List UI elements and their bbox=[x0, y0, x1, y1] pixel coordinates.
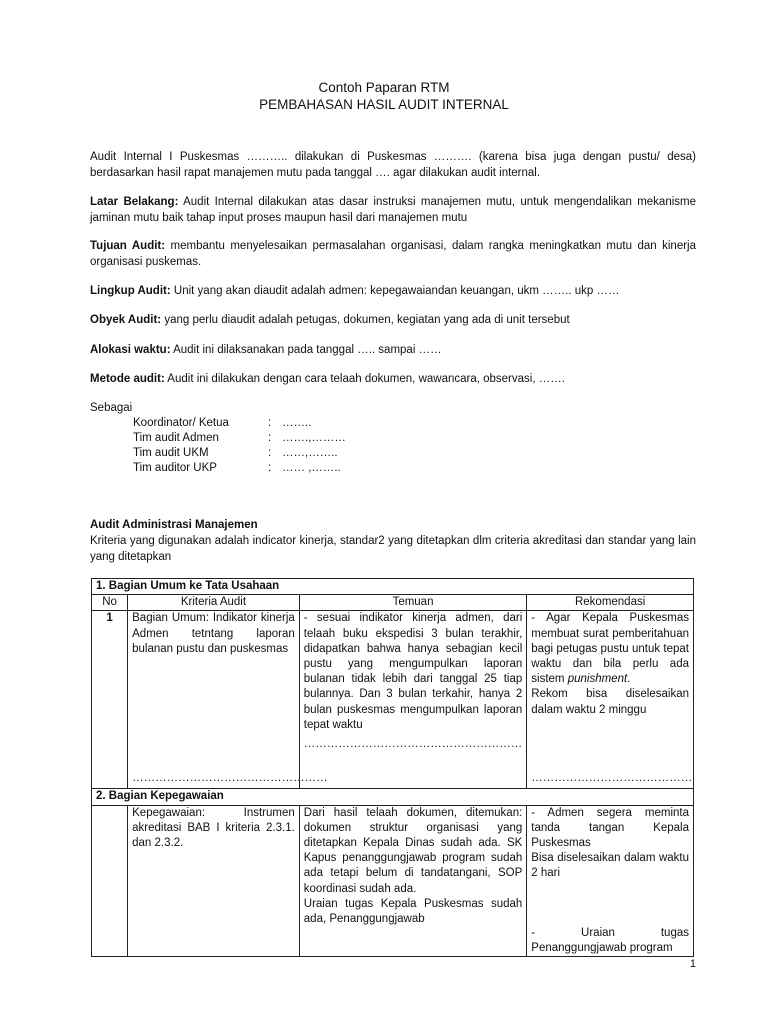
lingkup-text: Unit yang akan diaudit adalah admen: kepegawaiandan keuangan, ukm …….. ukp …… bbox=[170, 285, 620, 297]
section-1-title: 1. Bagian Umum ke Tata Usahaan bbox=[92, 579, 694, 595]
latar-text: Audit Internal dilakukan atas dasar instruksi manajemen mutu, untuk mengendalikan mekanisme jaminan mutu baik tahap input proses maupun hasil dari manajemen mutu bbox=[90, 196, 696, 224]
team-list bbox=[133, 416, 346, 476]
title-line-1: Contoh Paparan RTM bbox=[318, 80, 450, 95]
team-value: …….. bbox=[282, 417, 312, 429]
obyek-text: yang perlu diaudit adalah petugas, dokumen, kegiatan yang ada di unit tersebut bbox=[161, 314, 570, 326]
row1-rekom-a bbox=[531, 611, 689, 687]
lingkup-label: Lingkup Audit: bbox=[90, 285, 171, 297]
team-row bbox=[133, 431, 346, 446]
obyek-label: Obyek Audit: bbox=[90, 314, 162, 326]
row1-temuan: - sesuai indikator kinerja admen, dari telaah buku ekspedisi 3 bulan terakhir, didapatkan bahwa hanya sebagian kecil pustu yang mengumpulkan laporan bulanan tidak lebih dari tanggal 25 tiap bulannya. Dan 3 bulan terkahir, hanya 2 bulan puskesmas mengumpulkan laporan tepat waktu bbox=[303, 612, 523, 731]
row1-kriteria-cell bbox=[128, 611, 328, 789]
row2-temuan-cell bbox=[299, 805, 527, 956]
row2-rekom-c: - Uraian tugas Penanggungjawab program bbox=[531, 926, 689, 954]
row1-no: 1 bbox=[92, 611, 128, 789]
row2-rekom-b: Bisa diselesaikan dalam waktu 2 hari bbox=[531, 852, 689, 880]
team-colon: : bbox=[268, 417, 272, 429]
header-rekomendasi: Rekomendasi bbox=[527, 595, 694, 611]
intro-paragraph: Audit Internal I Puskesmas ……….. dilakukan di Puskesmas ………. (karena bisa juga dengan pustu/ desa) berdasarkan hasil rapat manajemen mutu pada tanggal …. agar dilakukan audit internal. bbox=[90, 151, 696, 179]
row2-no bbox=[92, 805, 128, 956]
admin-heading: Audit Administrasi Manajemen bbox=[90, 519, 258, 531]
table-row bbox=[92, 611, 694, 789]
team-role: Tim auditor UKP bbox=[133, 462, 217, 474]
lingkup-paragraph bbox=[90, 284, 696, 300]
table-header-row bbox=[92, 595, 694, 611]
row1-rekom-a-text: - Agar Kepala Puskesmas membuat surat pemberitahuan bagi petugas pustu untuk tepat waktu dan bila perlu ada sistem bbox=[531, 612, 689, 686]
sebagai-label: Sebagai bbox=[90, 402, 133, 414]
header-temuan: Temuan bbox=[299, 595, 527, 611]
audit-table bbox=[91, 578, 694, 957]
row1-rekom-a-end: . bbox=[627, 673, 631, 686]
row2-kriteria: Kepegawaian: Instrumen akreditasi BAB I kriteria 2.3.1. dan 2.3.2. bbox=[132, 806, 295, 850]
team-role: Tim audit Admen bbox=[133, 432, 219, 444]
row2-rekom-a: - Admen segera meminta tanda tangan Kepala Puskesmas bbox=[531, 806, 689, 850]
section-2-title: 2. Bagian Kepegawaian bbox=[92, 789, 694, 805]
obyek-paragraph bbox=[90, 313, 696, 329]
team-role: Koordinator/ Ketua bbox=[133, 417, 229, 429]
table-row bbox=[92, 805, 694, 956]
row2-rekomendasi-cell bbox=[527, 805, 694, 956]
team-value: …….,……… bbox=[282, 432, 346, 444]
team-value: ……,…….. bbox=[282, 447, 338, 459]
metode-paragraph bbox=[90, 372, 696, 388]
team-row bbox=[133, 446, 346, 461]
row1-temuan-dots: ………………………………………………… bbox=[303, 738, 523, 751]
latar-label: Latar Belakang: bbox=[90, 196, 179, 208]
alokasi-paragraph bbox=[90, 343, 696, 359]
header-kriteria: Kriteria Audit bbox=[128, 595, 300, 611]
team-row bbox=[133, 416, 346, 431]
tujuan-paragraph bbox=[90, 239, 696, 270]
alokasi-label: Alokasi waktu: bbox=[90, 344, 171, 356]
latar-belakang-paragraph bbox=[90, 195, 696, 226]
row1-rekom-dots: …………………………………… bbox=[531, 772, 693, 785]
tujuan-text: membantu menyelesaikan permasalahan organisasi, dalam rangka meningkatkan mutu dan kinerja organisasi puskemas. bbox=[90, 240, 696, 268]
row1-rekomendasi-cell bbox=[527, 611, 694, 789]
row1-rekom-a-italic: punishment bbox=[567, 673, 628, 686]
row1-rekom-b: Rekom bisa diselesaikan dalam waktu 2 minggu bbox=[531, 688, 689, 716]
table-section-row bbox=[92, 789, 694, 805]
row2-temuan: Dari hasil telaah dokumen, ditemukan: dokumen struktur organisasi yang ditetapkan Kepala Dinas sudah ada. SK Kapus penanggungjawab program sudah ada tetapi belum di tandatangani, SOP koordinasi sudah ada. bbox=[303, 806, 523, 895]
team-row bbox=[133, 461, 346, 476]
alokasi-text: Audit ini dilaksanakan pada tanggal ….. sampai …… bbox=[170, 344, 442, 356]
metode-label: Metode audit: bbox=[90, 373, 165, 385]
row2-temuan-b: Uraian tugas Kepala Puskesmas sudah ada, Penanggungjawab bbox=[303, 897, 523, 926]
row1-kriteria: Bagian Umum: Indikator kinerja Admen tetntang laporan bulanan pustu dan puskesmas bbox=[132, 612, 295, 655]
title-line-2: PEMBAHASAN HASIL AUDIT INTERNAL bbox=[259, 97, 509, 112]
team-colon: : bbox=[268, 447, 272, 459]
row1-kriteria-dots: …………………………………………… bbox=[132, 772, 328, 785]
team-role: Tim audit UKM bbox=[133, 447, 209, 459]
team-colon: : bbox=[268, 432, 272, 444]
team-value: …… ,…….. bbox=[282, 462, 341, 474]
header-no: No bbox=[92, 595, 128, 611]
team-colon: : bbox=[268, 462, 272, 474]
page-number: 1 bbox=[689, 958, 696, 970]
metode-text: Audit ini dilakukan dengan cara telaah dokumen, wawancara, observasi, ……. bbox=[164, 373, 565, 385]
row2-kriteria-cell bbox=[128, 805, 300, 956]
tujuan-label: Tujuan Audit: bbox=[90, 240, 166, 252]
admin-text: Kriteria yang digunakan adalah indicator kinerja, standar2 yang ditetapkan dlm criteria akreditasi dan standar yang lain yang ditetapkan bbox=[90, 535, 696, 563]
row1-temuan-cell bbox=[299, 611, 527, 789]
table-section-row bbox=[92, 579, 694, 595]
